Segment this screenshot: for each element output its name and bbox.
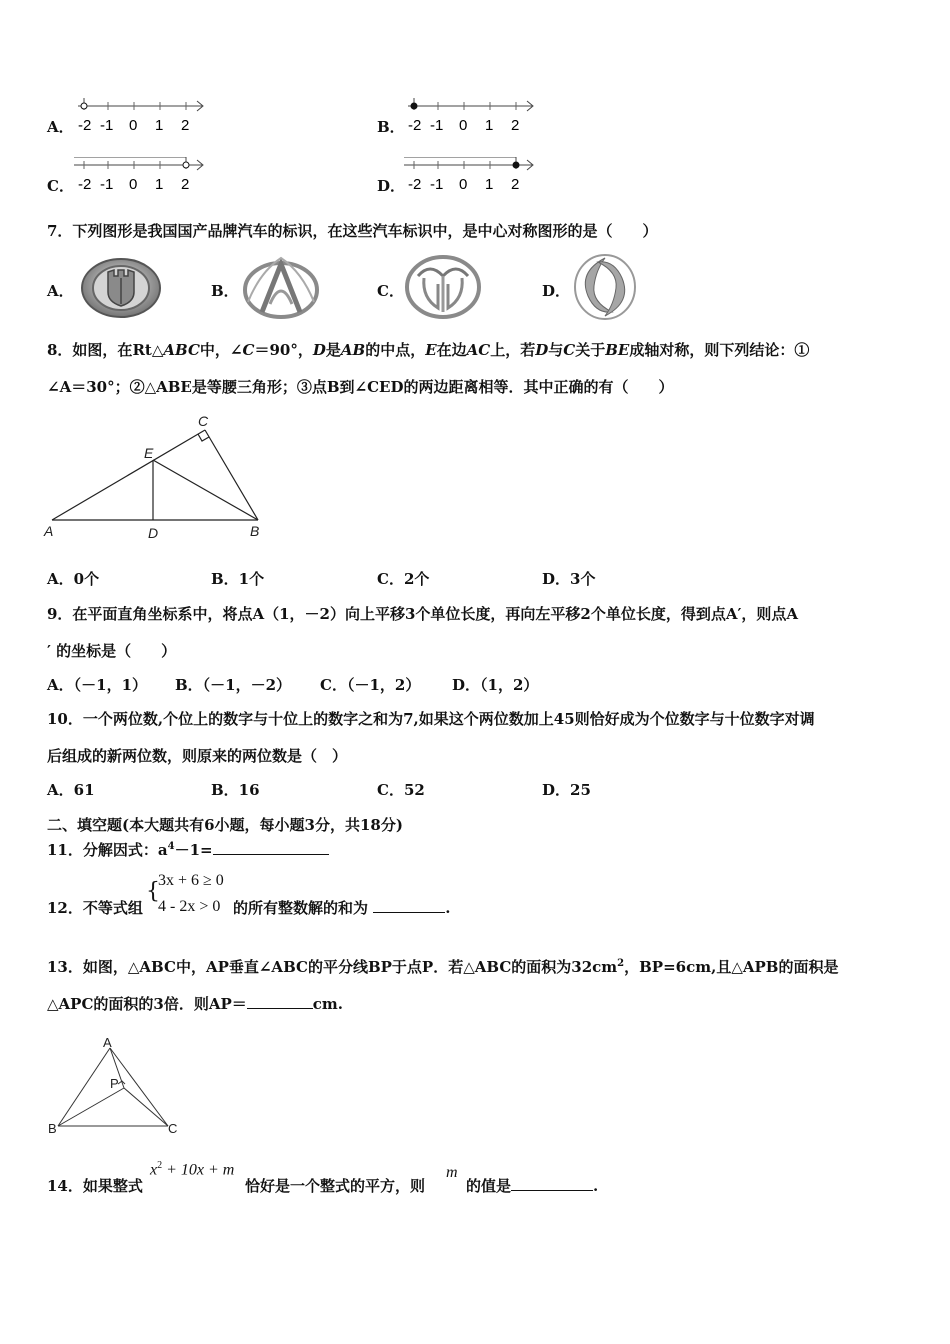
- tick-label: 1: [155, 117, 164, 134]
- q14-answer-blank[interactable]: [511, 1190, 593, 1191]
- tick-label: -2: [408, 117, 422, 134]
- label-e: E: [144, 445, 154, 461]
- tick-label: 0: [459, 117, 468, 134]
- q6-option-c-label: C．: [47, 177, 74, 195]
- q9-stem-line1: 9．在平面直角坐标系中，将点A（1，－2）向上平移3个单位长度，再向左平移2个单位长度，得到点A′，则点A: [47, 605, 799, 623]
- q10-option-d: D．25: [542, 781, 591, 799]
- q6-option-d-label: D．: [377, 177, 406, 195]
- label-b: B: [250, 523, 260, 539]
- tick-label: 1: [485, 117, 494, 134]
- q12-answer-blank[interactable]: [373, 912, 445, 913]
- tick-label: 1: [155, 176, 164, 193]
- q10-option-b: B．16: [211, 781, 260, 799]
- q8-stem-line2: ∠A＝30°；②△ABE是等腰三角形；③点B到∠CED的两边距离相等．其中正确的有（ ）: [47, 378, 674, 396]
- q10-stem-line1: 10．一个两位数,个位上的数字与十位上的数字之和为7,如果这个两位数加上45则恰好成为个位数字与十位数字对调: [47, 710, 815, 728]
- q9-option-d: D．（1，2）: [452, 676, 539, 694]
- q6-number-line-d: [400, 157, 540, 197]
- q7-stem: 7．下列图形是我国国产品牌汽车的标识，在这些汽车标识中，是中心对称图形的是（ ）: [47, 222, 658, 240]
- tick-label: 2: [181, 176, 190, 193]
- q11-answer-blank[interactable]: [213, 854, 329, 855]
- tick-label: -1: [430, 176, 444, 193]
- great-wall-logo-icon: [80, 256, 162, 320]
- label-a: A: [44, 523, 54, 539]
- q6-number-line-a: [70, 98, 210, 138]
- tick-label: -2: [78, 176, 92, 193]
- dongfeng-logo-icon: [572, 252, 638, 322]
- q9-option-b: B．（－1，－2）: [175, 676, 292, 694]
- tick-label: -1: [430, 117, 444, 134]
- q6-number-line-c: [70, 157, 210, 197]
- q7-option-c-label: C．: [377, 282, 404, 300]
- label-a: A: [103, 1035, 112, 1050]
- q8-option-b: B．1个: [211, 570, 265, 588]
- q6-option-a-label: A．: [47, 118, 74, 136]
- q13-stem-line2: △APC的面积的3倍．则AP＝ cm.: [47, 995, 343, 1013]
- q12-prefix: 12．不等式组: [47, 899, 143, 917]
- tick-label: 2: [511, 117, 520, 134]
- q8-option-d: D．3个: [542, 570, 596, 588]
- tick-label: -2: [78, 117, 92, 134]
- tick-label: 2: [181, 117, 190, 134]
- tick-label: 0: [459, 176, 468, 193]
- q12-suffix: 的所有整数解的和为 .: [233, 899, 451, 917]
- tick-label: -1: [100, 176, 114, 193]
- q14-middle: 恰好是一个整式的平方，则: [245, 1177, 426, 1195]
- q10-option-a: A．61: [47, 781, 95, 799]
- q7-option-a-label: A．: [47, 282, 74, 300]
- q12-inequality-1: 3x + 6 ≥ 0: [158, 872, 224, 889]
- q8-triangle-figure: [40, 412, 280, 546]
- q8-option-a: A．0个: [47, 570, 100, 588]
- tick-label: 1: [485, 176, 494, 193]
- tick-label: 0: [129, 117, 138, 134]
- tick-label: 2: [511, 176, 520, 193]
- label-c: C: [198, 413, 209, 429]
- q9-option-a: A．（－1，1）: [47, 676, 148, 694]
- q14-expression: $x^2 + 10x + m$: [150, 1160, 235, 1179]
- q10-stem-line2: 后组成的新两位数，则原来的两位数是（ ）: [47, 747, 348, 765]
- q7-option-b-label: B．: [211, 282, 239, 300]
- q6-option-b-label: B．: [377, 118, 405, 136]
- q9-option-c: C．（－1，2）: [320, 676, 421, 694]
- q13-answer-blank[interactable]: [247, 1008, 313, 1009]
- q14-suffix: 的值是 .: [466, 1177, 599, 1195]
- label-b: B: [48, 1121, 57, 1136]
- q7-option-d-label: D．: [542, 282, 571, 300]
- tick-label: -1: [100, 117, 114, 134]
- q12-brace: {: [146, 879, 160, 904]
- q12-inequality-2: 4 - 2x > 0: [158, 898, 221, 915]
- tick-label: 0: [129, 176, 138, 193]
- tick-label: -2: [408, 176, 422, 193]
- q6-number-line-b: [400, 98, 540, 138]
- label-d: D: [148, 525, 159, 541]
- q9-stem-line2: ′ 的坐标是（ ）: [47, 642, 177, 660]
- q8-option-c: C．2个: [377, 570, 430, 588]
- label-c: C: [168, 1121, 178, 1136]
- q13-triangle-figure: [44, 1034, 194, 1142]
- q14-m: m: [446, 1164, 458, 1181]
- label-p: P: [110, 1076, 119, 1091]
- q13-stem-line1: 13．如图，△ABC中，AP垂直∠ABC的平分线BP于点P．若△ABC的面积为$32cm^2$，BP=6cm,且△APB的面积是: [47, 958, 839, 976]
- section-heading: 二、填空题(本大题共有6小题，每小题3分，共18分): [47, 816, 403, 834]
- faw-logo-icon: [404, 254, 482, 320]
- q10-option-c: C．52: [377, 781, 425, 799]
- q14-prefix: 14．如果整式: [47, 1177, 143, 1195]
- q11-stem: 11．分解因式：$a^4-1=$: [47, 839, 329, 860]
- changan-logo-icon: [240, 252, 322, 320]
- q8-stem-line1: 8．如图，在Rt△ABC中，∠C＝90°，D是AB的中点，E在边AC上，若D与C关于BE成轴对称，则下列结论：①: [47, 341, 810, 359]
